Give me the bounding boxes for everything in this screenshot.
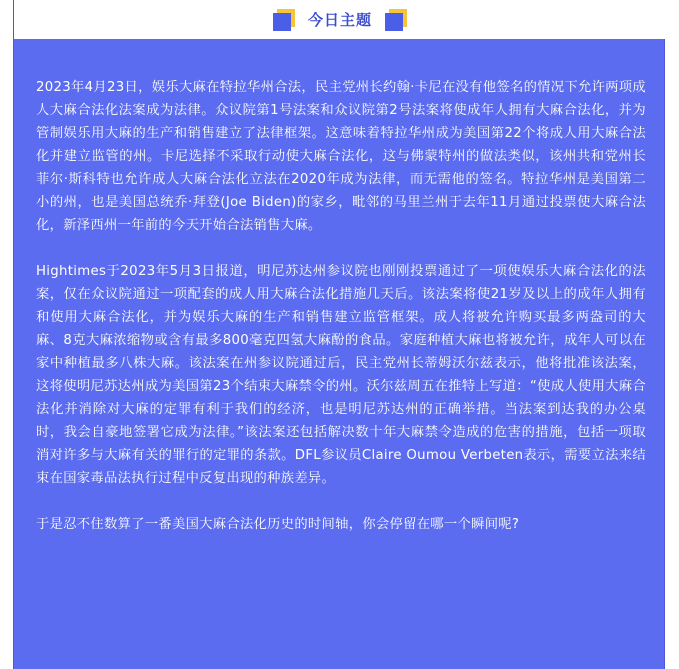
blue-square-icon xyxy=(385,13,403,31)
article-body xyxy=(36,76,646,559)
header-inner xyxy=(14,0,666,39)
paragraph-delaware: 2023年4月23日，娱乐大麻在特拉华州合法，民主党州长约翰·卡尼在没有他签名的情况下允许两项成人大麻合法化法案成为法律。众议院第1号法案和众议院第2号法案将使成年人拥有大麻合法化，并为管制娱乐用大麻的生产和销售建立了法律框架。这意味着特拉华州成为美国第22个将成人用大麻合法化并建立监管的州。卡尼选择不采取行动使大麻合法化，这与佛蒙特州的做法类似，该州共和党州长菲尔·斯科特也允许成人大麻合法化立法在2020年成为法律，而无需他的签名。特拉华州是美国第二小的州，也是美国总统乔·拜登(Joe Biden)的家乡，毗邻的马里兰州于去年11月通过投票使大麻合法化，新泽西州一年前的今天开始合法销售大麻。 xyxy=(36,80,646,233)
paragraph-closing: 于是忍不住数算了一番美国大麻合法化历史的时间轴，你会停留在哪一个瞬间呢? xyxy=(36,517,520,532)
paragraph-minnesota: Hightimes于2023年5月3日报道，明尼苏达州参议院也刚刚投票通过了一项使娱乐大麻合法化的法案，仅在众议院通过一项配套的成人用大麻合法化措施几天后。该法案将使21岁及以上的成年人拥有和使用大麻合法化，并为娱乐大麻的生产和销售建立监管框架。成人将被允许购买最多两盎司的大麻、8克大麻浓缩物或含有最多800毫克四氢大麻酚的食品。家庭种植大麻也将被允许，成年人可以在家中种植最多八株大麻。该法案在州参议院通过后，民主党州长蒂姆沃尔兹表示，他将批准该法案，这将使明尼苏达州成为美国第23个结束大麻禁令的州。沃尔兹周五在推特上写道：“使成人使用大麻合法化并消除对大麻的定罪有利于我们的经济，也是明尼苏达州的正确举措。当法案到达我的办公桌时，我会自豪地签署它成为法律。”该法案还包括解决数十年大麻禁令造成的危害的措施，包括一项取消对许多与大麻有关的罪行的定罪的条款。DFL参议员Claire Oumou Verbeten表示，需要立法来结束在国家毒品法执行过程中反复出现的种族差异。 xyxy=(36,264,646,486)
decor-squares-right-icon xyxy=(385,9,407,31)
blue-square-icon xyxy=(273,13,291,31)
content-card xyxy=(13,0,665,669)
decor-squares-left-icon xyxy=(273,9,295,31)
header-title: 今日主题 xyxy=(307,11,372,29)
header-bar xyxy=(14,0,666,39)
